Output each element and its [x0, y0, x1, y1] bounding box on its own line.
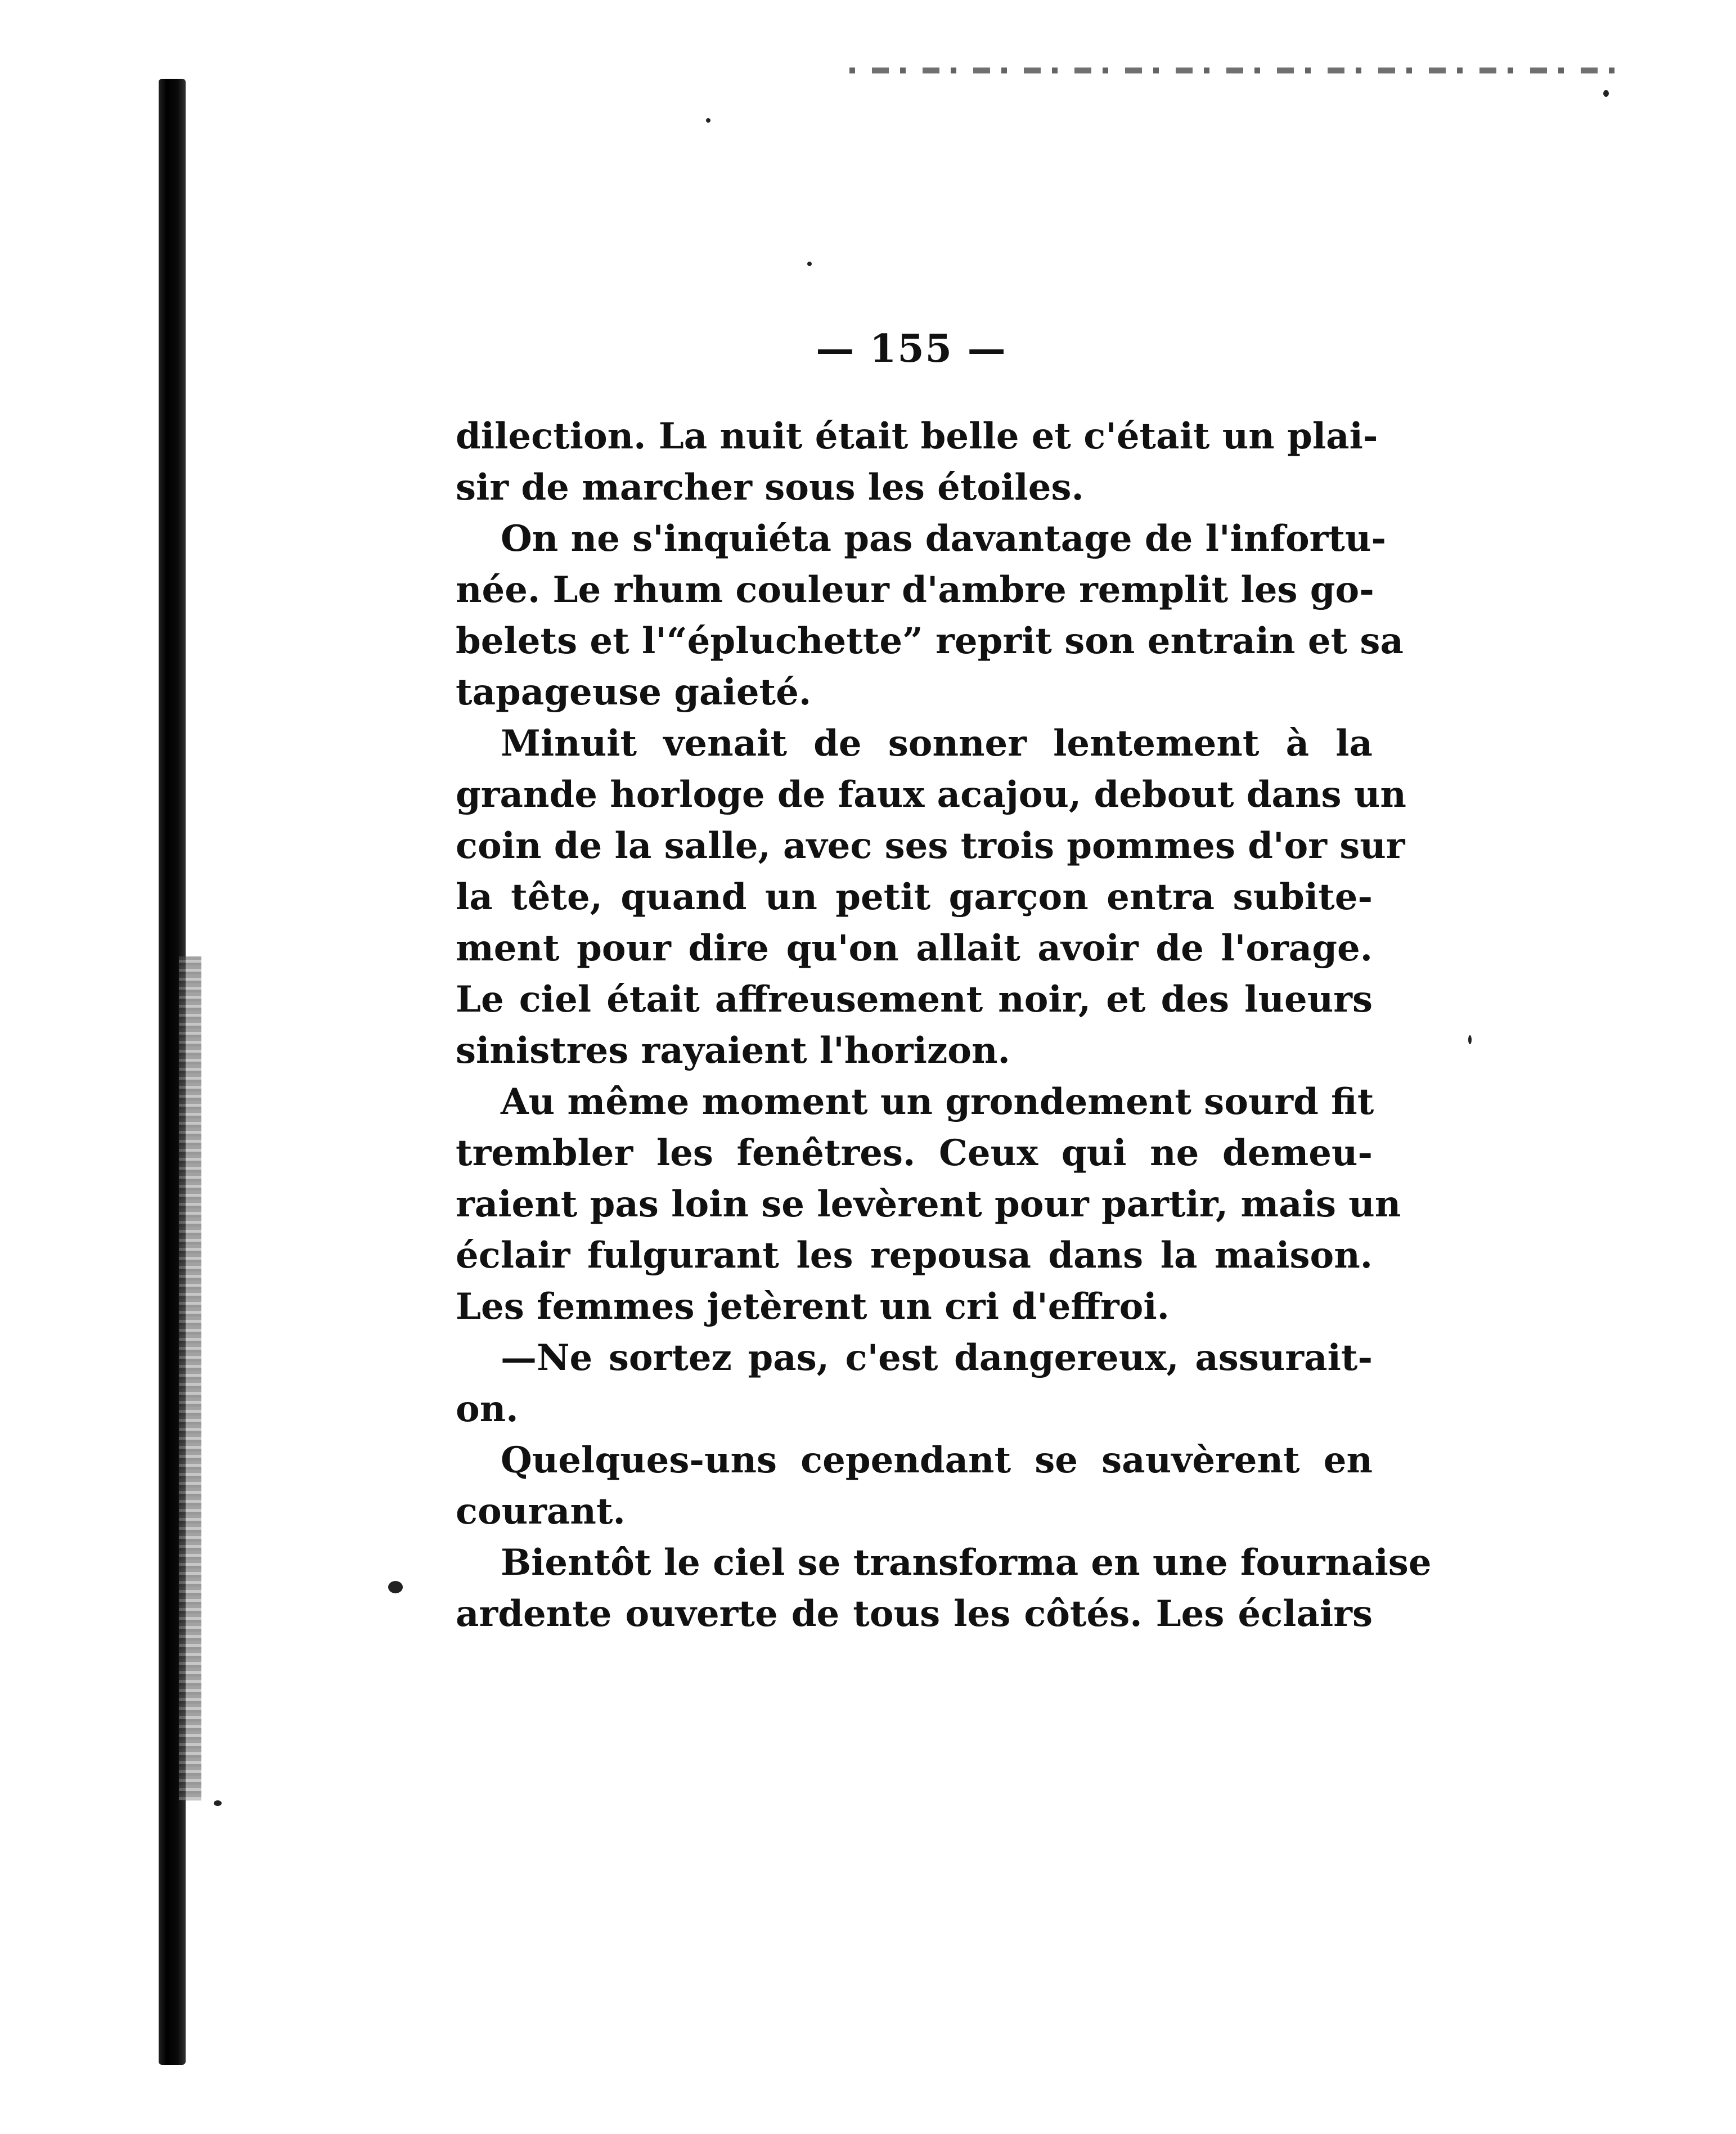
- text-line: Les femmes jetèrent un cri d'effroi.: [456, 1286, 1170, 1328]
- text-line: éclair fulgurant les repousa dans la maison.: [456, 1234, 1373, 1277]
- text-line: On ne s'inquiéta pas davantage de l'infortu-: [501, 518, 1386, 560]
- text-line: tapageuse gaieté.: [456, 671, 812, 713]
- text-line: Bientôt le ciel se transforma en une fournaise: [501, 1542, 1432, 1584]
- text-line: trembler les fenêtres. Ceux qui ne demeu-: [456, 1132, 1373, 1174]
- scan-speck: [1603, 90, 1609, 97]
- text-line: sinistres rayaient l'horizon.: [456, 1030, 1010, 1072]
- text-line: grande horloge de faux acajou, debout dans un: [456, 774, 1406, 816]
- text-line: Quelques-uns cependant se sauvèrent en: [501, 1439, 1373, 1481]
- text-line: —Ne sortez pas, c'est dangereux, assurait-: [501, 1337, 1373, 1379]
- scan-speck: [388, 1581, 403, 1593]
- binding-texture: [179, 956, 201, 1800]
- scan-speck: [214, 1800, 222, 1806]
- text-line: Le ciel était affreusement noir, et des lueurs: [456, 978, 1373, 1021]
- text-line: sir de marcher sous les étoiles.: [456, 466, 1084, 509]
- text-line: coin de la salle, avec ses trois pommes d'or sur: [456, 825, 1405, 867]
- body-text: [456, 411, 1432, 1639]
- text-line: belets et l'“épluchette” reprit son entrain et sa: [456, 620, 1404, 662]
- scan-speck: [807, 262, 812, 266]
- scan-noise-strip: [849, 68, 1626, 74]
- text-line: courant.: [456, 1490, 626, 1533]
- scan-speck: [706, 118, 710, 123]
- text-line: dilection. La nuit était belle et c'était un plai-: [456, 415, 1378, 457]
- text-line: on.: [456, 1388, 519, 1430]
- text-line: ardente ouverte de tous les côtés. Les éclairs: [456, 1593, 1373, 1635]
- text-line: la tête, quand un petit garçon entra subite-: [456, 876, 1373, 918]
- text-line: née. Le rhum couleur d'ambre remplit les go-: [456, 569, 1374, 611]
- text-line: Minuit venait de sonner lentement à la: [501, 722, 1373, 765]
- text-line: Au même moment un grondement sourd fit: [501, 1081, 1374, 1123]
- text-line: raient pas loin se levèrent pour partir, mais un: [456, 1183, 1401, 1225]
- scan-speck: [1468, 1035, 1472, 1044]
- text-line: ment pour dire qu'on allait avoir de l'orage.: [456, 927, 1373, 969]
- page-number: — 155 —: [816, 326, 1007, 371]
